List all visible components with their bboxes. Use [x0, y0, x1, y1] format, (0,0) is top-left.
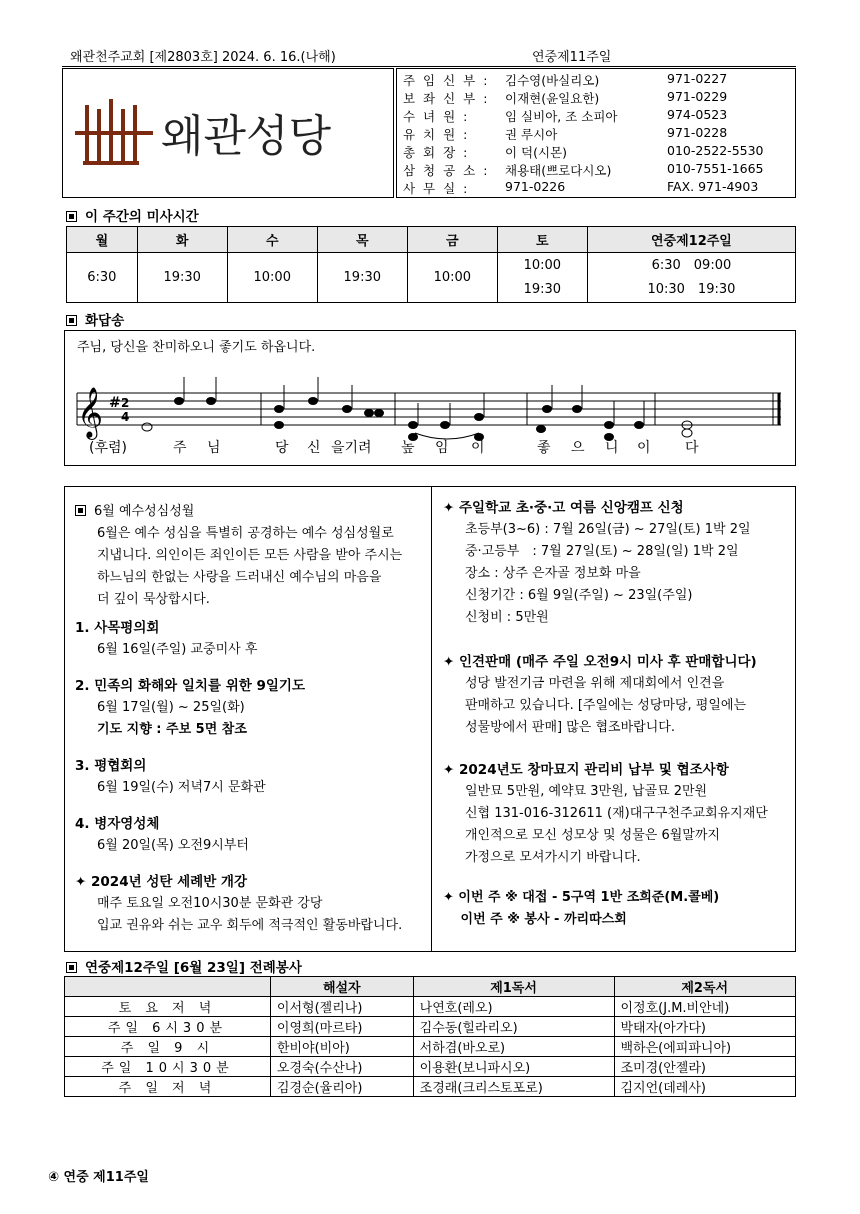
svg-text:왜관성당: 왜관성당 — [161, 111, 332, 162]
serve-time: 주 일 9 시 — [65, 1037, 271, 1057]
lyric-syllable: 을기려 — [331, 440, 372, 456]
notice-item — [75, 871, 402, 937]
notice-title: 4. 병자영성체 — [75, 816, 160, 832]
serve-time: 주일 10시30분 — [65, 1057, 271, 1077]
serve-cell: 백하은(에피파니아) — [614, 1037, 796, 1057]
contact-row — [397, 161, 795, 179]
notice-detail: 입교 권유와 쉬는 교우 회두에 적극적인 활동바랍니다. — [97, 918, 403, 933]
contact-row — [397, 107, 795, 125]
psalm-box — [64, 330, 796, 466]
cemetery-title: ✦ 2024년도 창마묘지 관리비 납부 및 협조사항 — [443, 762, 729, 778]
serve-row — [65, 1077, 796, 1097]
mass-day: 토 — [497, 227, 587, 253]
serve-time: 토 요 저 녁 — [65, 997, 271, 1017]
mass-day: 목 — [317, 227, 407, 253]
column-divider — [431, 487, 432, 951]
contact-role: 보 좌 신 부 : — [403, 91, 490, 106]
lyric-syllable: 주 — [173, 440, 187, 456]
notice-item — [75, 755, 266, 799]
sale-detail: 판매하고 있습니다. [주일에는 성당마당, 평일에는 — [465, 698, 747, 713]
cemetery-detail: 일반묘 5만원, 예약묘 3만원, 납골묘 2만원 — [465, 784, 708, 799]
mass-day: 월 — [67, 227, 138, 253]
mass-day: 금 — [407, 227, 497, 253]
notice-item — [75, 813, 249, 857]
serve-header: 제1독서 — [413, 977, 614, 997]
serve-header — [65, 977, 271, 997]
issue-info: 왜관천주교회 [제2803호] 2024. 6. 16.(나해) — [70, 50, 336, 65]
serve-cell: 오경숙(수산나) — [270, 1057, 413, 1077]
notice-title: ✦ 2024년 성탄 세례반 개강 — [75, 874, 248, 890]
contact-phone: FAX. 971-4903 — [667, 179, 759, 194]
serve-section-title: 연중제12주일 [6월 23일] 전례봉사 — [66, 956, 302, 976]
lyric-syllable: 당 — [275, 440, 289, 456]
sacred-heart-heading: 6월 예수성심성월 — [94, 504, 195, 519]
mass-day: 수 — [227, 227, 317, 253]
lyric-syllable: 니 — [605, 440, 619, 456]
contact-row — [397, 71, 795, 89]
contact-phone: 971-0227 — [667, 71, 728, 86]
notice-detail: 6월 20일(목) 오전9시부터 — [97, 838, 249, 853]
contact-name: 이재현(윤일요한) — [505, 91, 600, 106]
serve-header: 해설자 — [270, 977, 413, 997]
duty-line: 이번 주 ※ 봉사 - 까리따스회 — [443, 912, 627, 927]
serve-row — [65, 1037, 796, 1057]
mass-section-title: 이 주간의 미사시간 — [66, 205, 199, 225]
serve-cell: 김지언(데레사) — [614, 1077, 796, 1097]
cemetery-detail: 개인적으로 모신 성모상 및 성물은 6월말까지 — [465, 828, 720, 843]
header-rule — [62, 66, 796, 67]
contact-row — [397, 89, 795, 107]
sale-notice — [443, 651, 757, 739]
psalm-text: 주님, 당신을 찬미하오니 좋기도 하옵니다. — [77, 340, 316, 355]
serve-cell: 조경래(크리스토포로) — [413, 1077, 614, 1097]
mass-time: 10:00 — [407, 253, 497, 303]
liturgical-day: 연중제11주일 — [532, 50, 612, 65]
contact-phone: 971-0228 — [667, 125, 728, 140]
logo-icon — [63, 69, 395, 199]
mass-time: 10:00 — [227, 253, 317, 303]
notice-title: 2. 민족의 화해와 일치를 위한 9일기도 — [75, 678, 305, 694]
svg-text:𝄞: 𝄞 — [77, 387, 104, 438]
contact-phone: 010-7551-1665 — [667, 161, 764, 176]
notice-detail: 6월 19일(수) 저녁7시 문화관 — [97, 780, 266, 795]
contact-list — [396, 68, 796, 198]
lyric-syllable: 이 — [637, 440, 651, 456]
duty-notice — [443, 887, 719, 931]
square-bullet-icon — [75, 505, 86, 516]
mass-time: 19:30 — [137, 253, 227, 303]
contact-phone: 971-0229 — [667, 89, 728, 104]
camp-detail: 신청기간 : 6월 9일(주일) ~ 23일(주일) — [465, 588, 693, 603]
notice-detail: 6월 16일(주일) 교중미사 후 — [97, 642, 258, 657]
serve-header: 제2독서 — [614, 977, 796, 997]
serve-time: 주일 6시30분 — [65, 1017, 271, 1037]
serve-cell: 이서형(젤리나) — [270, 997, 413, 1017]
cemetery-notice — [443, 759, 768, 869]
duty-line: ✦ 이번 주 ※ 대접 - 5구역 1반 조희준(M.콜베) — [443, 890, 720, 905]
notice-detail: 매주 토요일 오전10시30분 문화관 강당 — [97, 896, 323, 911]
camp-detail: 신청비 : 5만원 — [465, 610, 549, 625]
notice-title: 3. 평협회의 — [75, 758, 147, 774]
svg-text:#: # — [109, 395, 121, 411]
mass-day: 연중제12주일 — [587, 227, 795, 253]
lyric-syllable: 좋 — [537, 440, 551, 456]
notice-detail: 기도 지향 : 주보 5면 참조 — [97, 722, 247, 737]
sale-detail: 성당 발전기금 마련을 위해 제대회에서 인견을 — [465, 676, 725, 691]
serve-cell: 서하겸(바오로) — [413, 1037, 614, 1057]
contact-row — [397, 125, 795, 143]
serve-cell: 박태자(아가다) — [614, 1017, 796, 1037]
page-footer: ④ 연중 제11주일 — [48, 1170, 149, 1185]
contact-phone: 974-0523 — [667, 107, 728, 122]
lyric-syllable: (후렴) — [89, 440, 127, 456]
square-bullet-icon — [66, 962, 77, 973]
serve-cell: 조미경(안젤라) — [614, 1057, 796, 1077]
sacred-heart-notice — [75, 501, 402, 611]
camp-detail: 초등부(3~6) : 7월 26일(금) ~ 27일(토) 1박 2일 — [465, 522, 751, 537]
notice-item — [75, 675, 305, 741]
mass-time: 6:30 — [67, 253, 138, 303]
contact-name: 채용태(쁘로다시오) — [505, 163, 612, 178]
notice-detail: 6월 17일(월) ~ 25일(화) — [97, 700, 245, 715]
psalm-section-title: 화답송 — [66, 309, 124, 329]
masthead — [62, 68, 796, 198]
mass-time: 10:00 19:30 — [497, 253, 587, 303]
contact-name: 임 실비아, 조 소피아 — [505, 109, 618, 124]
lyric-syllable: 다 — [685, 440, 699, 456]
serve-cell: 이영희(마르타) — [270, 1017, 413, 1037]
svg-text:2: 2 — [121, 396, 130, 410]
serve-cell: 김수동(힐라리오) — [413, 1017, 614, 1037]
lyric-syllable: 신 — [307, 440, 321, 456]
serve-cell: 한비야(비아) — [270, 1037, 413, 1057]
mass-day: 화 — [137, 227, 227, 253]
contact-role: 사 무 실 : — [403, 181, 470, 196]
sale-title: ✦ 인견판매 (매주 주일 오전9시 미사 후 판매합니다) — [443, 654, 757, 670]
svg-text:4: 4 — [121, 410, 130, 424]
mass-time: 19:30 — [317, 253, 407, 303]
church-logo — [62, 68, 394, 198]
contact-row — [397, 143, 795, 161]
serve-cell: 이정호(J.M.비안네) — [614, 997, 796, 1017]
contact-role: 주 임 신 부 : — [403, 73, 490, 88]
lyric-syllable: 높 — [401, 440, 415, 456]
serve-cell: 김경순(율리아) — [270, 1077, 413, 1097]
contact-name: 권 루시아 — [505, 127, 558, 142]
serve-row — [65, 997, 796, 1017]
bulletin-header — [62, 46, 796, 66]
contact-role: 수 녀 원 : — [403, 109, 470, 124]
lyric-syllable: 으 — [571, 440, 585, 456]
serve-time: 주 일 저 녁 — [65, 1077, 271, 1097]
sacred-heart-text: 하느님의 한없는 사랑을 드러내신 예수님의 마음을 — [97, 570, 382, 585]
sacred-heart-text: 지냅니다. 의인이든 죄인이든 모든 사람을 받아 주시는 — [97, 548, 403, 563]
square-bullet-icon — [66, 315, 77, 326]
sacred-heart-text: 더 깊이 묵상합시다. — [97, 592, 210, 607]
cemetery-detail: 가정으로 모셔가시기 바랍니다. — [465, 850, 641, 865]
lyric-syllable: 이 — [471, 440, 485, 456]
notice-item — [75, 617, 257, 661]
contact-name: 971-0226 — [505, 179, 566, 194]
serve-cell: 나연호(레오) — [413, 997, 614, 1017]
serve-row — [65, 1057, 796, 1077]
contact-role: 유 치 원 : — [403, 127, 470, 142]
lyric-syllable: 임 — [435, 440, 449, 456]
mass-time: 6:30 09:00 10:30 19:30 — [587, 253, 795, 303]
camp-title: ✦ 주일학교 초·중·고 여름 신앙캠프 신청 — [443, 500, 684, 516]
contact-name: 이 덕(시몬) — [505, 145, 568, 160]
contact-role: 총 회 장 : — [403, 145, 470, 160]
notice-title: 1. 사목평의회 — [75, 620, 160, 636]
serve-cell: 이용환(보니파시오) — [413, 1057, 614, 1077]
contact-role: 삼 청 공 소 : — [403, 163, 490, 178]
square-bullet-icon — [66, 211, 77, 222]
lyric-syllable: 님 — [207, 440, 221, 456]
serve-row — [65, 1017, 796, 1037]
contact-row — [397, 179, 795, 197]
cemetery-detail: 신협 131-016-312611 (재)대구구천주교회유지재단 — [465, 806, 768, 821]
mass-schedule-table — [66, 226, 796, 303]
contact-phone: 010-2522-5530 — [667, 143, 764, 158]
contact-name: 김수영(바실리오) — [505, 73, 600, 88]
liturgy-service-table — [64, 976, 796, 1097]
notices-box — [64, 486, 796, 952]
camp-detail: 장소 : 상주 은자골 정보화 마을 — [465, 566, 641, 581]
sacred-heart-text: 6월은 예수 성심을 특별히 공경하는 예수 성심성월로 — [97, 526, 394, 541]
camp-detail: 중·고등부 : 7월 27일(토) ~ 28일(일) 1박 2일 — [465, 544, 739, 559]
camp-notice — [443, 497, 751, 629]
sale-detail: 성물방에서 판매] 많은 협조바랍니다. — [465, 720, 675, 735]
